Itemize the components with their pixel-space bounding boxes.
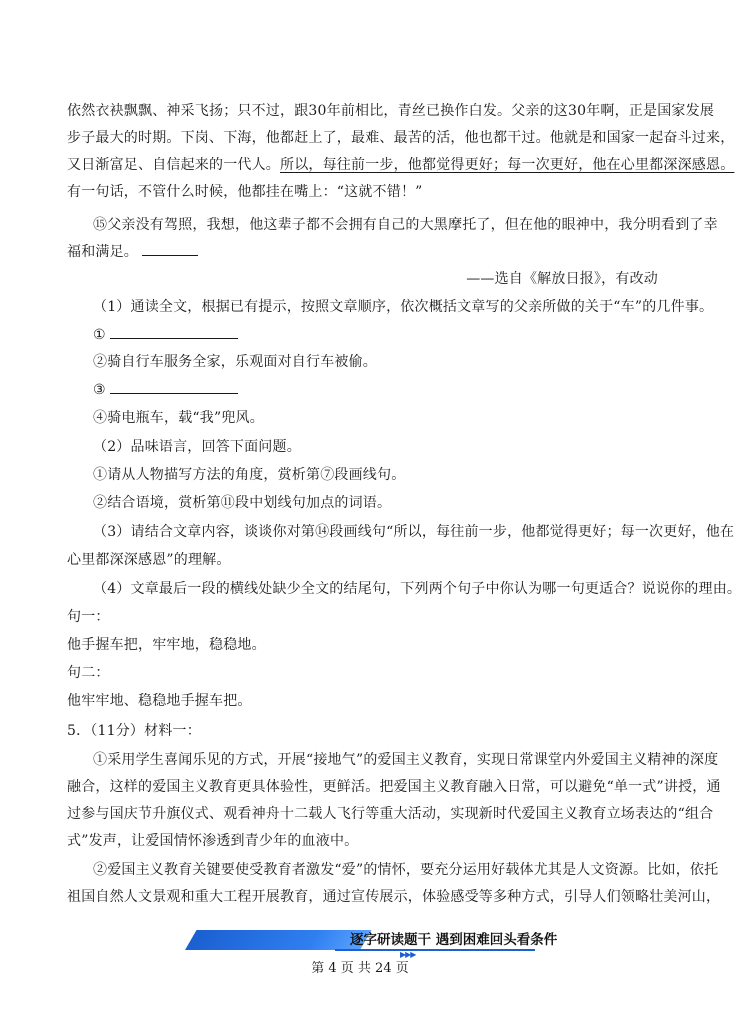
q2-item2: ②结合语境，赏析第⑪段中划线句加点的词语。 <box>93 495 392 511</box>
material1-line2: 融合，这样的爱国主义教育更具体验性，更鲜活。把爱国主义教育融入日常，可以避免“单一式”讲授，通 <box>67 779 721 795</box>
footer-slogan: 逐字研读题干 遇到困难回头看条件 <box>350 932 558 948</box>
question-1: （1）通读全文，根据已有提示，按照文章顺序，依次概括文章写的父亲所做的关于“车”的几件事。 <box>93 299 714 315</box>
q1-item4: ④骑电瓶车，载“我”兜风。 <box>93 410 264 426</box>
question-5-heading: 5．（11分）材料一： <box>67 723 201 739</box>
p14-line2: 步子最大的时期。下岗、下海，他都赶上了，最难、最苦的活，他也都干过。他就是和国家一起奋斗过来， <box>67 130 735 146</box>
page-number: 第 4 页 共 24 页 <box>311 961 409 976</box>
question-4: （4）文章最后一段的横线处缺少全文的结尾句，下列两个句子中你认为哪一句更适合？说说你的理由。 <box>93 581 741 597</box>
p14-line3-plain: 又日渐富足、自信起来的一代人。 <box>67 157 280 173</box>
footer-banner <box>185 930 558 959</box>
banner-stripe <box>185 930 372 950</box>
material2-line2: 祖国自然人文景观和重大工程开展教育，通过宣传展示，体验感受等多种方式，引导人们领略壮美河山， <box>67 889 721 905</box>
p14-line4: 有一句话，不管什么时候，他都挂在嘴上：“这就不错！” <box>67 184 423 200</box>
sentence2-label: 句二： <box>67 665 110 681</box>
question-3-line1: （3）请结合文章内容，谈谈你对第⑭段画线句“所以，每往前一步，他都觉得更好；每一次更好，他在 <box>93 524 735 540</box>
question-3-line2: 心里都深深感恩”的理解。 <box>67 552 231 568</box>
material1-line1: ①采用学生喜闻乐见的方式，开展“接地气”的爱国主义教育，实现日常课堂内外爱国主义精神的深度 <box>93 752 719 768</box>
p14-underlined-sentence: 所以，每往前一步，他都觉得更好；每一次更好，他在心里都深深感恩。 <box>280 157 735 173</box>
p15-line1: ⑮父亲没有驾照，我想，他这辈子都不会拥有自己的大黑摩托了，但在他的眼神中，我分明看到了幸 <box>93 217 718 233</box>
sentence1-label: 句一： <box>67 609 110 625</box>
source-note: ——选自《解放日报》，有改动 <box>466 271 658 287</box>
q2-item1: ①请从人物描写方法的角度，赏析第⑦段画线句。 <box>93 467 406 483</box>
material2-line1: ②爱国主义教育关键要使受教育者激发“爱”的情怀，要充分运用好载体尤其是人文资源。比如，依托 <box>93 862 719 878</box>
q1-item2: ②骑自行车服务全家，乐观面对自行车被偷。 <box>93 354 377 370</box>
q1-item1 <box>93 324 683 346</box>
q1-item1-label: ① <box>93 327 106 343</box>
q1-item1-blank <box>110 324 238 339</box>
question-2: （2）品味语言，回答下面问题。 <box>93 439 301 455</box>
p15-line2-text: 福和满足。 <box>67 244 138 260</box>
q1-item3-blank <box>110 379 238 394</box>
arrows-icon: ▶▶▶ <box>400 950 416 959</box>
material1-line4: 式”发声，让爱国情怀渗透到青少年的血液中。 <box>67 833 359 849</box>
p14-line1: 依然衣袂飘飘、神采飞扬；只不过，跟30年前相比，青丝已换作白发。父亲的这30年啊，正是国家发展 <box>67 103 715 119</box>
p15-line2 <box>67 241 657 263</box>
sentence2: 他牢牢地、稳稳地手握车把。 <box>67 693 252 709</box>
ending-blank <box>142 241 198 256</box>
material1-line3: 过参与国庆节升旗仪式、观看神舟十二载人飞行等重大活动，实现新时代爱国主义教育立场表达的“组合 <box>67 806 714 822</box>
p14-line3 <box>67 154 735 176</box>
sentence1: 他手握车把，牢牢地，稳稳地。 <box>67 637 266 653</box>
q1-item3 <box>93 379 683 401</box>
q1-item3-label: ③ <box>93 382 106 398</box>
